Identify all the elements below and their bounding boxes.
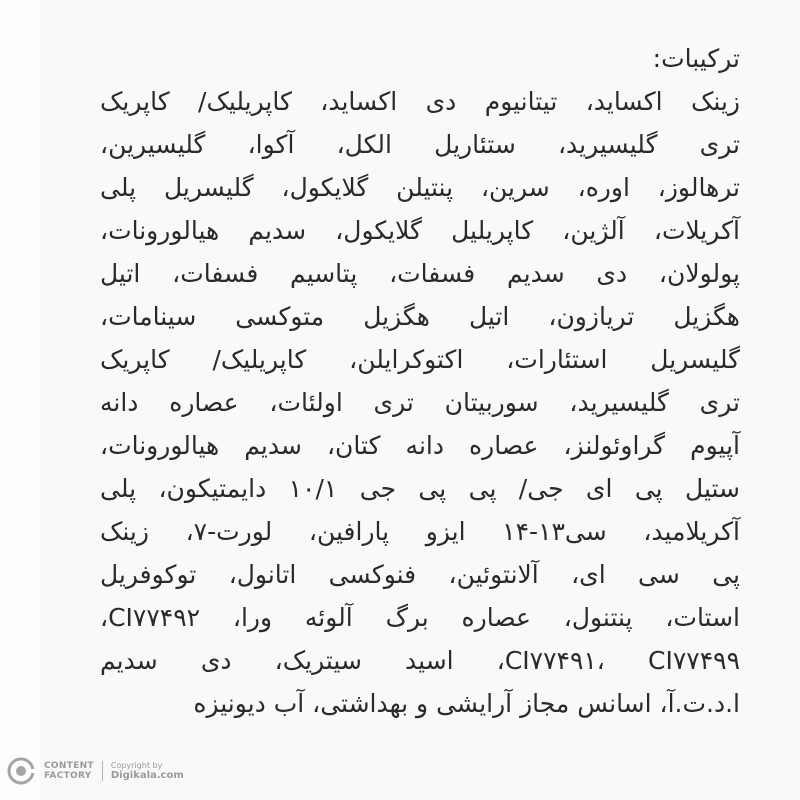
ingredient-line-4: آکریلات، آلژین، کاپریلیل گلایکول، سدیم هیالورونات، xyxy=(100,216,740,245)
content-factory-logo-icon xyxy=(6,756,36,786)
ingredient-line-9: آپیوم گراوئولنز، عصاره دانه کتان، سدیم هیالورونات، xyxy=(100,431,740,460)
watermark-credit-label: Copyright by xyxy=(110,761,163,770)
watermark-credit-site: Digikala.com xyxy=(110,770,184,781)
ingredient-line-2: تری گلیسیرید، ستئاریل الکل، آکوا، گلیسیرین، xyxy=(100,130,740,159)
ingredient-line-7: گلیسریل استئارات، اکتوکرایلن، کاپریلیک/ کاپریک xyxy=(100,345,740,374)
watermark-credit xyxy=(111,761,184,781)
ingredient-line-10: ستیل پی ای جی/ پی پی جی ۱۰/۱ دایمتیکون، پلی xyxy=(100,474,740,503)
watermark-brand xyxy=(44,761,103,781)
ingredient-line-8: تری گلیسیرید، سوربیتان تری اولئات، عصاره دانه xyxy=(100,388,740,417)
ingredients-heading: ترکیبات: xyxy=(652,44,740,73)
ingredients-block xyxy=(100,38,740,725)
ingredient-line-13: استات، پنتنول، عصاره برگ آلوئه ورا، CI۷۷۴۹۲، xyxy=(100,603,740,632)
watermark-brand-line1: CONTENT xyxy=(44,761,94,771)
ingredient-line-6: هگزیل تریازون، اتیل هگزیل متوکسی سینامات، xyxy=(100,302,740,331)
ingredient-line-3: ترهالوز، اوره، سرین، پنتیلن گلایکول، گلیسریل پلی xyxy=(100,173,740,202)
watermark-brand-line2: FACTORY xyxy=(44,771,92,781)
ingredient-line-11: آکریلامید، سی۱۳-۱۴ ایزو پارافین، لورت-۷، زینک xyxy=(100,517,740,546)
content-factory-watermark xyxy=(6,756,184,786)
ingredient-line-14: CI۷۷۴۹۱، CI۷۷۴۹۹، اسید سیتریک، دی سدیم xyxy=(100,646,741,675)
ingredient-line-15: ا.د.ت.آ، اسانس مجاز آرایشی و بهداشتی، آب دیونیزه xyxy=(193,689,740,718)
ingredient-line-1: زینک اکساید، تیتانیوم دی اکساید، کاپریلیک/ کاپریک xyxy=(100,87,740,116)
ingredient-line-5: پولولان، دی سدیم فسفات، پتاسیم فسفات، اتیل xyxy=(100,259,740,288)
ingredient-line-12: پی سی ای، آلانتوئین، فنوکسی اتانول، توکوفریل xyxy=(100,560,740,589)
